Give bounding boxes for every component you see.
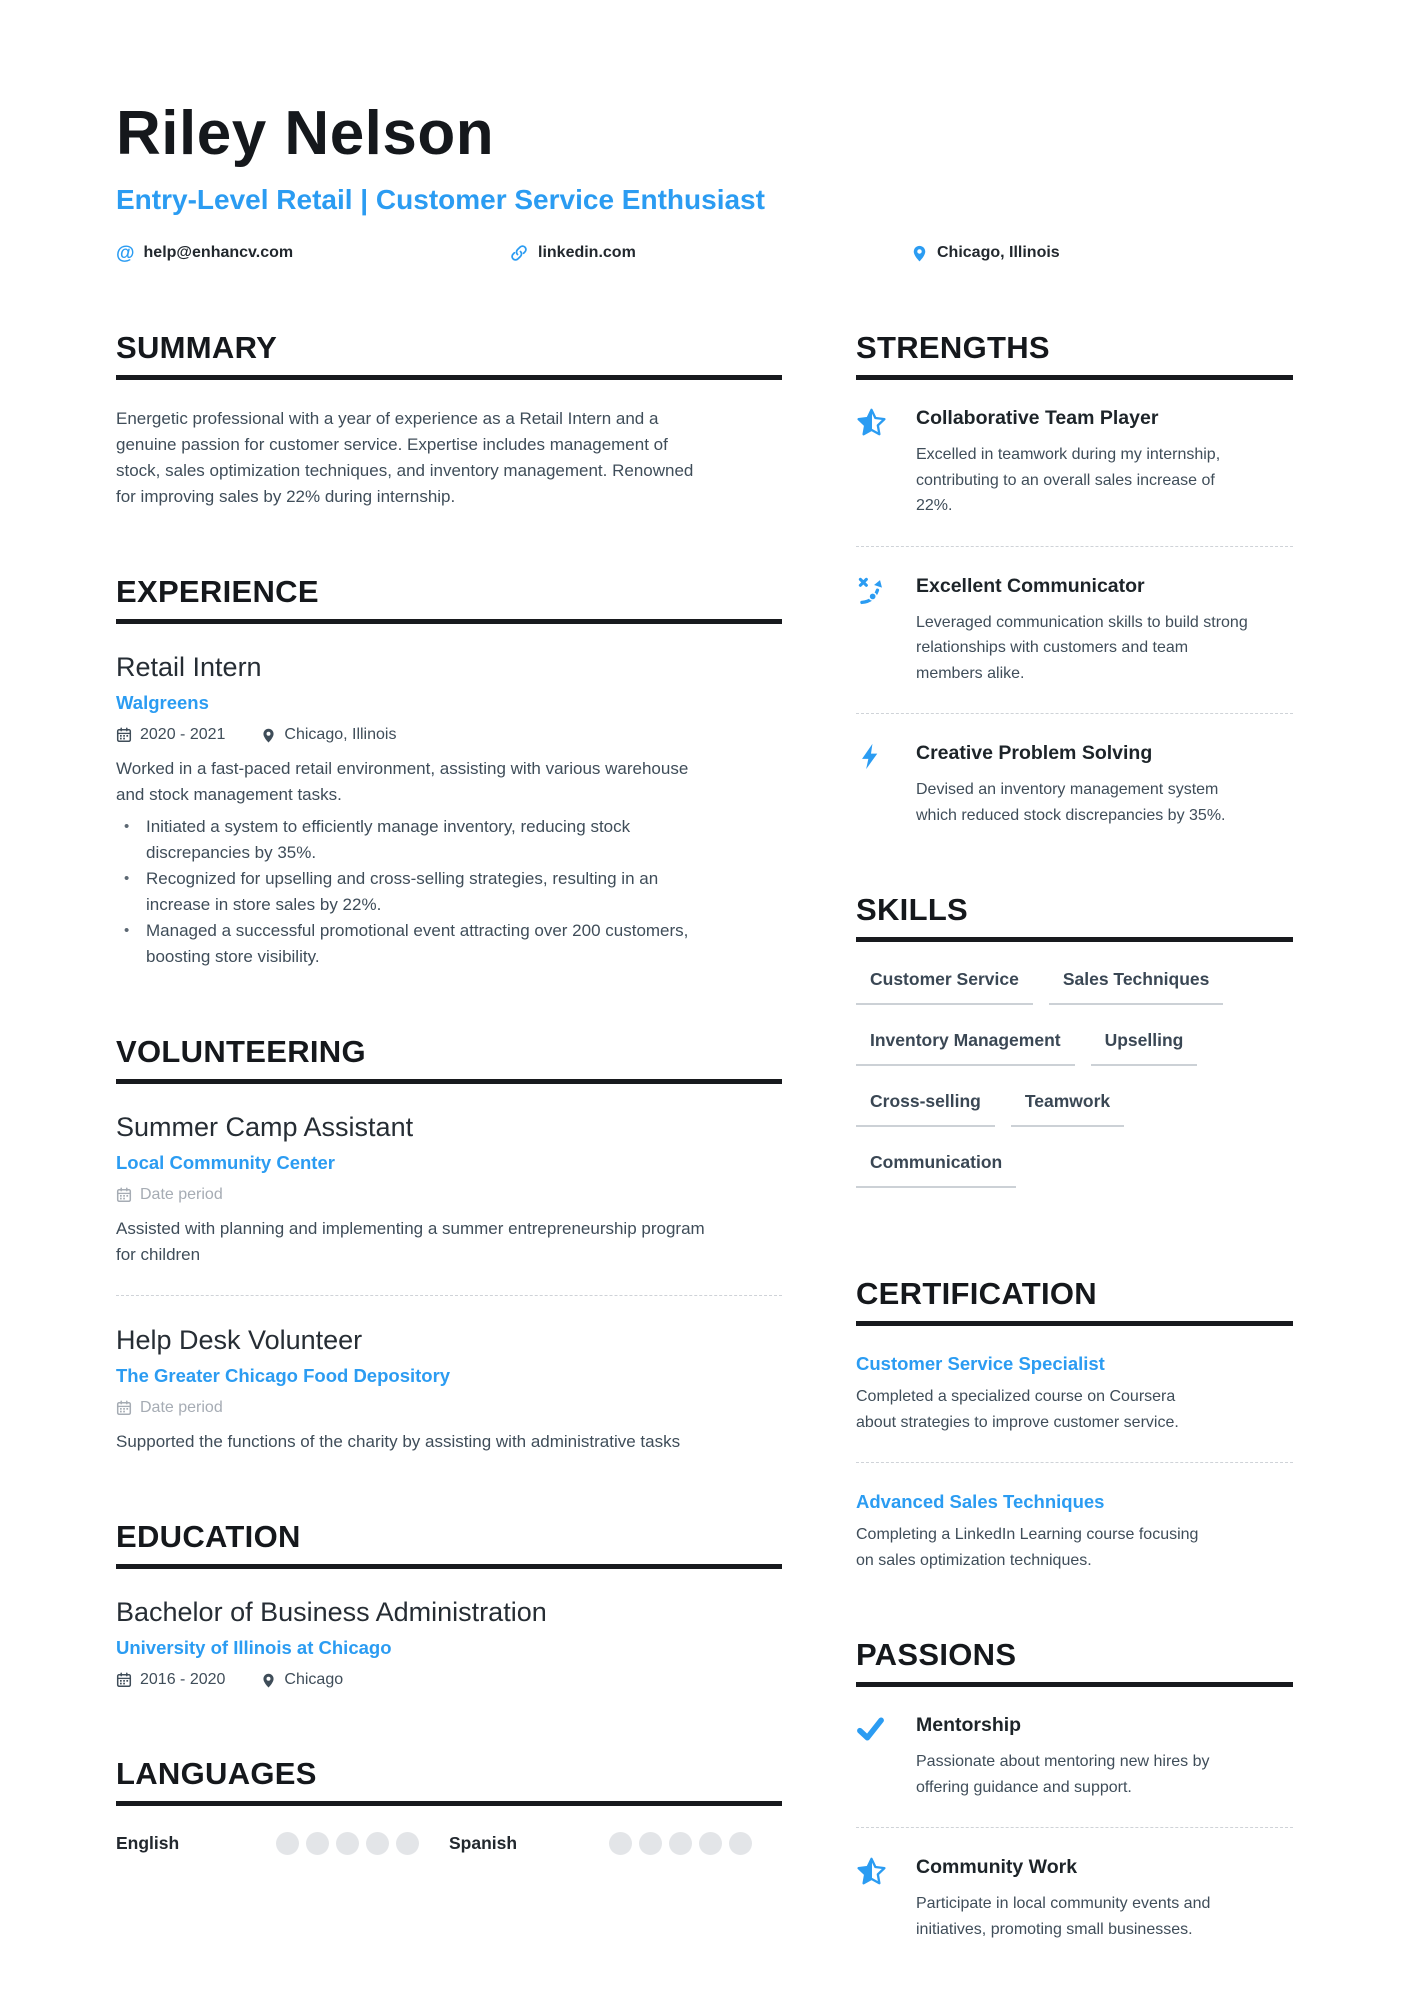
right-column (856, 330, 1293, 2006)
summary-heading: SUMMARY (116, 330, 782, 380)
level-dot (396, 1832, 419, 1855)
calendar-icon (116, 1672, 132, 1688)
skill-tag: Cross-selling (856, 1090, 995, 1127)
volunteer-title: Help Desk Volunteer (116, 1325, 363, 1355)
volunteer-org: The Greater Chicago Food Depository (116, 1365, 451, 1386)
strength-description: Devised an inventory management system which reduced stock discrepancies by 35%. (916, 781, 1226, 824)
job-dates (116, 723, 225, 747)
strength-description: Excelled in teamwork during my internship, contributing to an overall sales increase of 22%. (916, 446, 1221, 514)
experience-entry (116, 650, 782, 970)
job-bullet-list (116, 814, 714, 970)
certification-entry (856, 1490, 1293, 1573)
calendar-icon (116, 1400, 132, 1416)
language-name: Spanish (449, 1833, 518, 1853)
section-experience (116, 574, 782, 970)
language-level-dots (609, 1832, 752, 1855)
star-half-icon (856, 406, 888, 519)
education-location (261, 1668, 343, 1692)
job-bullet: • Recognized for upselling and cross-selling strategies, resulting in an increase in store sales by 22%. (146, 866, 714, 918)
dashed-divider (116, 1295, 782, 1296)
school-name: University of Illinois at Chicago (116, 1637, 392, 1658)
certification-description: Completed a specialized course on Coursera about strategies to improve customer service. (856, 1388, 1179, 1431)
candidate-name: Riley Nelson (116, 99, 495, 168)
level-dot (729, 1832, 752, 1855)
job-dates-text: 2020 - 2021 (140, 726, 226, 743)
certification-title: Advanced Sales Techniques (856, 1491, 1105, 1512)
strength-title: Collaborative Team Player (916, 407, 1159, 429)
volunteer-description: Assisted with planning and implementing a summer entrepreneurship program for children (116, 1219, 705, 1264)
strength-title: Creative Problem Solving (916, 742, 1153, 764)
language-name: English (116, 1833, 180, 1853)
contact-email-text: help@enhancv.com (143, 244, 294, 261)
passion-description: Passionate about mentoring new hires by offering guidance and support. (916, 1753, 1210, 1796)
passion-title: Community Work (916, 1856, 1078, 1878)
volunteer-description: Supported the functions of the charity by assisting with administrative tasks (116, 1432, 681, 1451)
section-volunteering (116, 1034, 782, 1455)
contact-location-text: Chicago, Illinois (937, 244, 1060, 261)
experience-heading: EXPERIENCE (116, 574, 782, 624)
location-pin-icon (261, 728, 276, 743)
volunteer-dates-text: Date period (140, 1186, 223, 1203)
job-location (261, 723, 396, 747)
left-column (116, 330, 782, 2006)
education-location-text: Chicago (284, 1671, 344, 1688)
calendar-icon (116, 1187, 132, 1203)
skills-list (856, 968, 1293, 1212)
language-item (449, 1832, 782, 1855)
certification-entry (856, 1352, 1293, 1435)
job-location-text: Chicago, Illinois (284, 726, 397, 743)
skill-tag: Customer Service (856, 968, 1033, 1005)
strength-item (856, 574, 1293, 687)
skills-heading: SKILLS (856, 892, 1293, 942)
section-education (116, 1519, 782, 1692)
volunteer-title: Summer Camp Assistant (116, 1112, 414, 1142)
dashed-divider (856, 546, 1293, 547)
location-icon (911, 245, 928, 262)
tactics-arrow-icon (856, 574, 888, 687)
section-passions (856, 1637, 1293, 1942)
passion-description: Participate in local community events and initiatives, promoting small businesses. (916, 1895, 1211, 1938)
passions-heading: PASSIONS (856, 1637, 1293, 1687)
job-bullet: • Initiated a system to efficiently manage inventory, reducing stock discrepancies by 35%. (146, 814, 714, 866)
volunteer-meta-row (116, 1396, 782, 1420)
education-heading: EDUCATION (116, 1519, 782, 1569)
skill-tag: Upselling (1091, 1029, 1198, 1066)
volunteer-dates (116, 1396, 223, 1420)
job-title: Retail Intern (116, 652, 262, 682)
contact-linkedin-text: linkedin.com (538, 244, 636, 261)
passion-item (856, 1713, 1293, 1800)
section-skills (856, 892, 1293, 1212)
degree-title: Bachelor of Business Administration (116, 1597, 547, 1627)
contact-linkedin[interactable] (509, 243, 911, 263)
skill-tag: Teamwork (1011, 1090, 1124, 1127)
level-dot (639, 1832, 662, 1855)
job-meta-row (116, 723, 782, 747)
volunteer-org: Local Community Center (116, 1152, 335, 1173)
certification-title: Customer Service Specialist (856, 1353, 1105, 1374)
level-dot (609, 1832, 632, 1855)
level-dot (276, 1832, 299, 1855)
level-dot (669, 1832, 692, 1855)
dashed-divider (856, 1462, 1293, 1463)
volunteering-entry (116, 1110, 782, 1268)
lightning-icon (856, 741, 888, 828)
candidate-title: Entry-Level Retail | Customer Service Enthusiast (116, 184, 765, 215)
contact-row (116, 242, 1293, 264)
strength-title: Excellent Communicator (916, 574, 1145, 597)
volunteer-dates (116, 1183, 223, 1207)
education-meta-row (116, 1668, 782, 1692)
language-row (116, 1832, 782, 1855)
summary-text: Energetic professional with a year of experience as a Retail Intern and a genuine passion for customer service. Expertise includes management of stock, sales optimization techniques, and inventory management. Renowned for improving sales by 22% during internship. (116, 409, 694, 506)
section-summary (116, 330, 782, 510)
skill-tag: Sales Techniques (1049, 968, 1224, 1005)
check-icon (856, 1713, 888, 1800)
resume-columns (116, 330, 1293, 2006)
job-description: Worked in a fast-paced retail environment, assisting with various warehouse and stock management tasks. (116, 759, 689, 804)
location-pin-icon (261, 1673, 276, 1688)
strength-item (856, 406, 1293, 519)
education-dates (116, 1668, 225, 1692)
resume-header (116, 100, 1293, 264)
dashed-divider (856, 1827, 1293, 1828)
company-name: Walgreens (116, 692, 209, 713)
job-bullet: • Managed a successful promotional event attracting over 200 customers, boosting store visibility. (146, 918, 714, 970)
passion-title: Mentorship (916, 1714, 1022, 1736)
level-dot (366, 1832, 389, 1855)
education-dates-text: 2016 - 2020 (140, 1671, 226, 1688)
contact-location (911, 244, 1060, 262)
skill-tag: Inventory Management (856, 1029, 1075, 1066)
languages-heading: LANGUAGES (116, 1756, 782, 1806)
calendar-icon (116, 727, 132, 743)
passion-item (856, 1855, 1293, 1942)
certification-heading: CERTIFICATION (856, 1276, 1293, 1326)
section-strengths (856, 330, 1293, 828)
section-certification (856, 1276, 1293, 1573)
volunteering-entry (116, 1323, 782, 1455)
star-half-icon (856, 1855, 888, 1942)
certification-description: Completing a LinkedIn Learning course focusing on sales optimization techniques. (856, 1526, 1199, 1569)
contact-email[interactable] (116, 244, 509, 263)
language-level-dots (276, 1832, 419, 1855)
volunteer-dates-text: Date period (140, 1399, 223, 1416)
strength-description: Leveraged communication skills to build strong relationships with customers and team members alike. (916, 613, 1248, 682)
level-dot (306, 1832, 329, 1855)
education-entry (116, 1595, 782, 1692)
link-icon (509, 243, 529, 263)
dashed-divider (856, 713, 1293, 714)
language-item (116, 1832, 449, 1855)
volunteering-heading: VOLUNTEERING (116, 1034, 782, 1084)
strengths-heading: STRENGTHS (856, 330, 1293, 380)
level-dot (336, 1832, 359, 1855)
volunteer-meta-row (116, 1183, 782, 1207)
level-dot (699, 1832, 722, 1855)
skill-tag: Communication (856, 1151, 1016, 1188)
at-icon: @ (116, 242, 135, 264)
strength-item (856, 741, 1293, 828)
section-languages (116, 1756, 782, 1855)
